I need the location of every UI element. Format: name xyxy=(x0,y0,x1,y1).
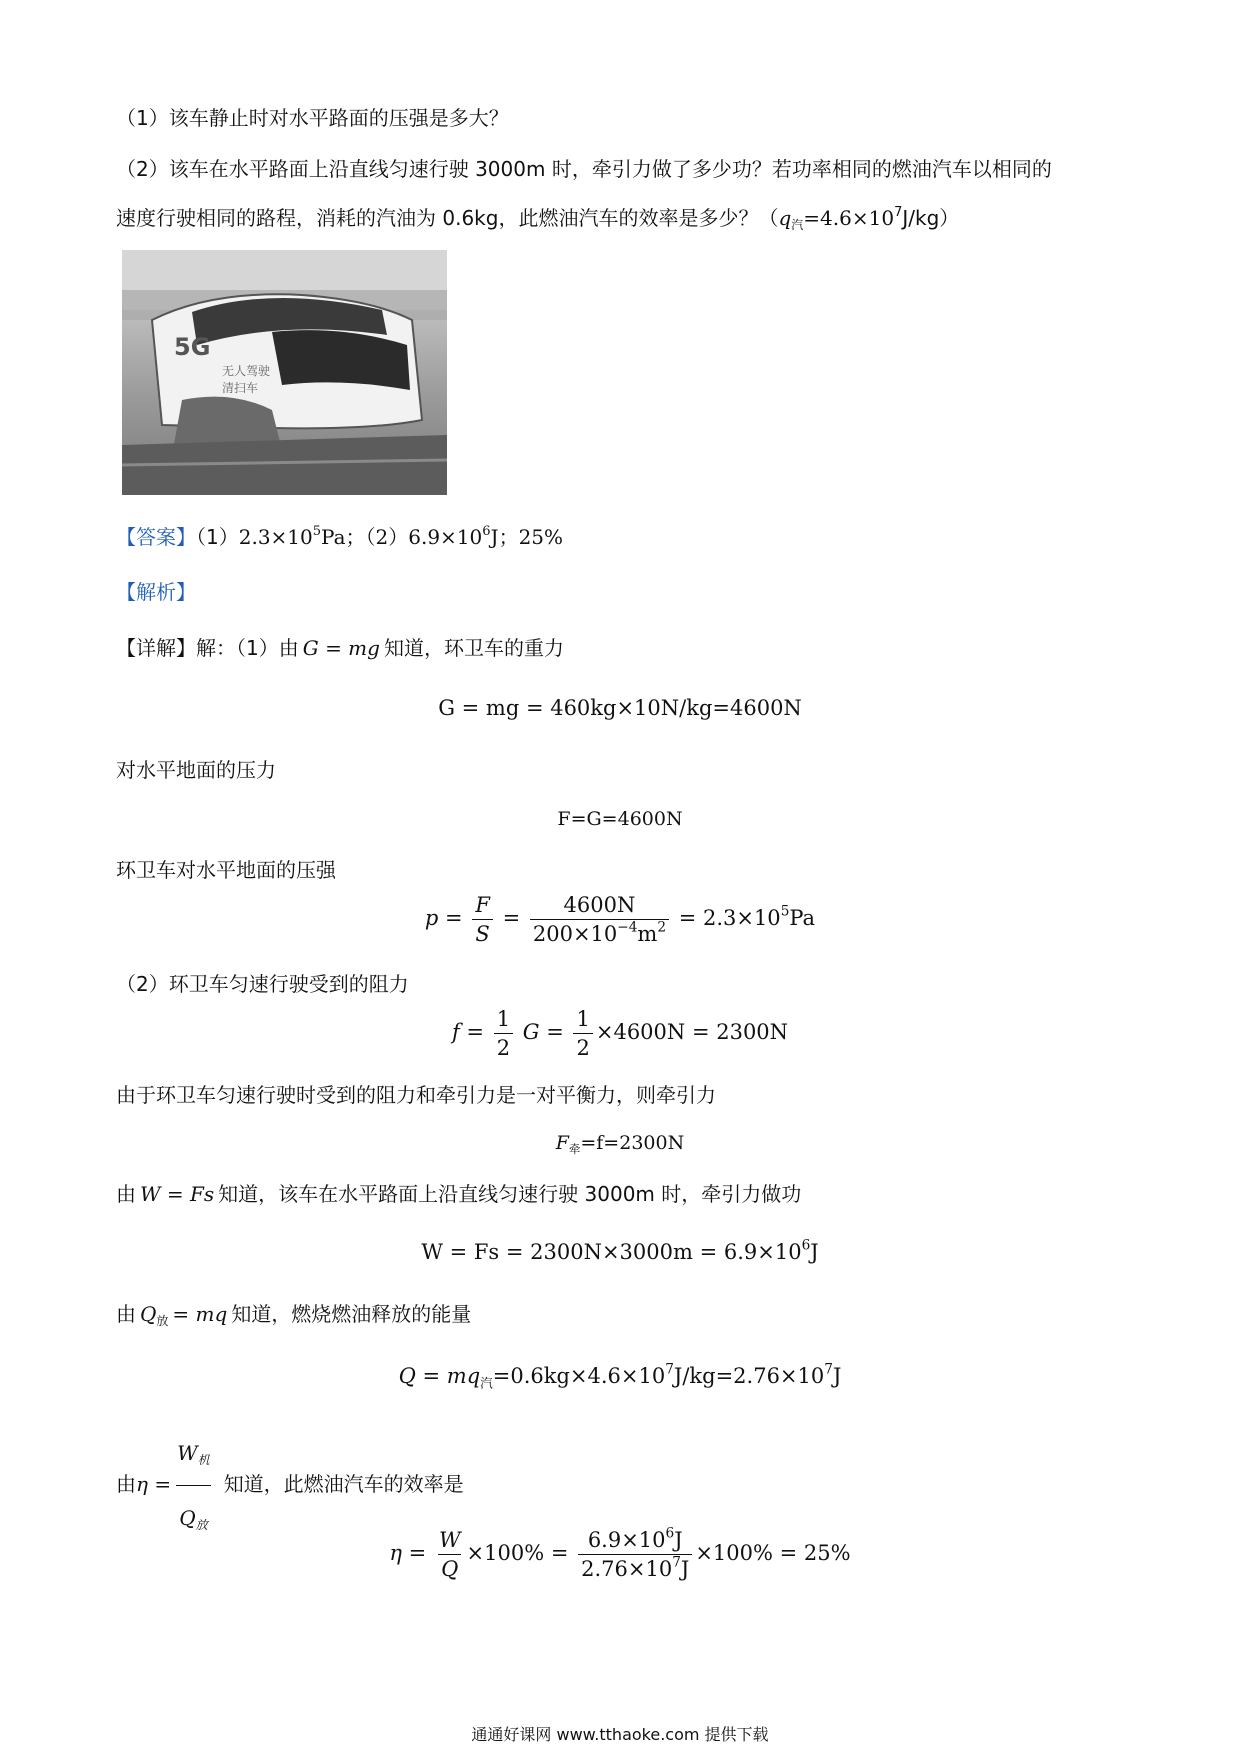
eq-eff-W: W xyxy=(438,1528,461,1552)
detail-intro-after: 知道，环卫车的重力 xyxy=(383,636,564,660)
question-part-2-line-1: （2）该车在水平路面上沿直线匀速行驶 3000m 时，牵引力做了多少功？若功率相同的燃油汽车以相同的 xyxy=(116,157,1052,181)
eq-work-unit: J xyxy=(810,1240,819,1264)
analysis-tag: 【解析】 xyxy=(116,580,196,604)
eff-Q: Q xyxy=(179,1506,196,1530)
answer-p2-value: 6.9×10 xyxy=(408,525,483,549)
heat-rest: = mq xyxy=(172,1302,228,1326)
balance-text: 由于环卫车匀速行驶时受到的阻力和牵引力是一对平衡力，则牵引力 xyxy=(116,1083,716,1107)
eq-eff-num-unit: J xyxy=(674,1528,683,1552)
fraction-half-2 xyxy=(573,1007,592,1060)
eq-eff-tail: ×100% = 25% xyxy=(695,1541,851,1565)
fraction-efficiency-values xyxy=(578,1525,692,1581)
vehicle-photo xyxy=(122,250,447,495)
heat-intro xyxy=(116,1302,472,1329)
eq-p-result-unit: Pa xyxy=(789,906,816,930)
eq-p-den-unit: m xyxy=(637,922,658,946)
eq-p-den-unit-exp: 2 xyxy=(657,919,666,936)
fraction-half-1 xyxy=(494,1007,513,1060)
question-part-2-line-2 xyxy=(116,204,960,233)
heat-Q: Q xyxy=(140,1302,157,1326)
eq-work: W = Fs = 2300N×3000m = 6.9×10 xyxy=(421,1240,802,1264)
side-text-2: 清扫车 xyxy=(222,381,259,395)
heat-intro-text: 由 xyxy=(116,1302,136,1326)
equation-pressure: p = $\frac{F}{S}$ = $\frac{4600N}{200\times 10^{-4}m^2}$ = $2.3\times 10^5Pa$ xyxy=(424,893,816,946)
pressure-label: 环卫车对水平地面的压强 xyxy=(116,858,336,882)
eq-p-result-exp: 5 xyxy=(780,903,790,920)
q-exponent: 7 xyxy=(894,204,903,220)
eq-p-result: = 2.3×10 xyxy=(678,906,781,930)
eff-eta: η = xyxy=(136,1472,172,1496)
eq-traction-rest: =f=2300N xyxy=(580,1132,685,1154)
side-text-1: 无人驾驶 xyxy=(222,364,271,378)
eff-intro-after: 知道，此燃油汽车的效率是 xyxy=(223,1472,464,1496)
footer-source: 通通好课网 www.tthaoke.com 提供下载 xyxy=(471,1725,769,1744)
eq-eff-num-exp: 6 xyxy=(665,1525,675,1542)
answer-p2-exp: 6 xyxy=(482,523,491,539)
eff-Q-sub: 放 xyxy=(195,1518,208,1533)
eq-p-den-exp: −4 xyxy=(617,919,638,936)
answer-p1-value: 2.3×10 xyxy=(238,525,313,549)
eq-eff-den-exp: 7 xyxy=(672,1554,681,1571)
part-2-label: （2）环卫车匀速行驶受到的阻力 xyxy=(116,972,409,996)
eq-p-num: 4600N xyxy=(563,893,636,917)
eq-heat-exp2: 7 xyxy=(824,1361,833,1378)
pressure-force-label: 对水平地面的压力 xyxy=(116,758,276,782)
eq-traction-F: F xyxy=(555,1132,569,1154)
equation-force: F=G=4600N xyxy=(557,808,683,830)
fraction-w-q xyxy=(436,1528,464,1581)
eq-eff-mid: ×100% = xyxy=(466,1541,569,1565)
eff-num xyxy=(174,1423,213,1485)
fraction-pressure-values xyxy=(530,893,669,946)
eq-f-one: 1 xyxy=(496,1007,511,1031)
eq-heat-exp1: 7 xyxy=(665,1361,674,1378)
eff-intro-text: 由 xyxy=(116,1472,136,1496)
equation-friction xyxy=(0,1007,1240,1060)
q-unit: J/kg） xyxy=(902,206,960,230)
work-intro xyxy=(116,1182,801,1206)
eq-eff-num-val: 6.9×10 xyxy=(587,1528,666,1552)
equation-gravity: G = mg = 460kg×10N/kg=4600N xyxy=(438,696,802,720)
equation-heat xyxy=(0,1361,1240,1391)
eq-eff-den-unit: J xyxy=(680,1557,690,1581)
eq-f-two: 2 xyxy=(494,1033,513,1060)
vehicle-illustration xyxy=(122,250,447,495)
answer-tag: 【答案】 xyxy=(116,525,196,549)
equation-work xyxy=(0,1237,1240,1264)
eq-f-one-2: 1 xyxy=(576,1007,590,1031)
eq-heat-a: Q = mq xyxy=(398,1364,481,1388)
eq-f-two-2: 2 xyxy=(573,1033,592,1060)
detail-tag: 【详解】 xyxy=(116,636,196,660)
q-symbol: q xyxy=(778,206,792,230)
eq-heat-b: =0.6kg×4.6×10 xyxy=(492,1364,666,1388)
eq-p-F: F xyxy=(475,893,490,917)
eq-f-G: G = xyxy=(522,1020,564,1044)
eq-heat-sub: 汽 xyxy=(480,1375,493,1391)
eff-W-sub: 机 xyxy=(197,1453,210,1468)
answer-p1-exp: 5 xyxy=(312,523,322,539)
eq-eff-lhs: η = xyxy=(389,1541,427,1565)
q-subscript: 汽 xyxy=(791,218,804,233)
question-text: 速度行驶相同的路程，消耗的汽油为 0.6kg，此燃油汽车的效率是多少？（ xyxy=(116,206,779,230)
fraction-f-over-s xyxy=(472,893,493,946)
eq-traction-sub: 牵 xyxy=(568,1141,581,1156)
eq-eff-num xyxy=(585,1525,686,1554)
eq-heat-d: J xyxy=(832,1364,842,1388)
eq-eff-Q: Q xyxy=(438,1554,461,1581)
eff-W: W xyxy=(177,1441,198,1465)
question-part-1: （1）该车静止时对水平路面的压强是多大？ xyxy=(116,106,509,130)
q-value: =4.6×10 xyxy=(803,206,895,230)
formula-w-fs: W = Fs xyxy=(140,1182,215,1206)
eq-p-lhs: p = xyxy=(424,906,463,930)
eq-eff-den-val: 2.76×10 xyxy=(581,1557,673,1581)
equation-traction xyxy=(0,1132,1240,1154)
work-intro-after: 知道，该车在水平路面上沿直线匀速行驶 3000m 时，牵引力做功 xyxy=(218,1182,802,1206)
eq-heat-c: J/kg=2.76×10 xyxy=(673,1364,825,1388)
eq-p-S: S xyxy=(472,919,492,946)
detail-intro xyxy=(116,636,564,660)
formula-g-mg: G = mg xyxy=(302,636,380,660)
eq-f-lhs: f = xyxy=(451,1020,484,1044)
answer-line xyxy=(116,525,563,549)
detail-intro-text: 解：（1）由 xyxy=(196,636,299,660)
heat-intro-after: 知道，燃烧燃油释放的能量 xyxy=(231,1302,472,1326)
eq-f-tail: ×4600N = 2300N xyxy=(595,1020,789,1044)
heat-sub: 放 xyxy=(156,1314,169,1329)
answer-p1-unit: Pa；（2） xyxy=(321,525,409,549)
badge-5g: 5G xyxy=(174,333,211,361)
eq-p-den xyxy=(530,919,669,946)
answer-p1-prefix: （1） xyxy=(196,525,239,549)
equation-efficiency xyxy=(0,1525,1240,1581)
answer-p2-unit: J；25% xyxy=(490,525,564,549)
eq-work-exp: 6 xyxy=(801,1237,811,1254)
eq-p-den-val: 200×10 xyxy=(532,922,618,946)
eq-eff-den xyxy=(578,1554,692,1581)
work-intro-text: 由 xyxy=(116,1182,136,1206)
